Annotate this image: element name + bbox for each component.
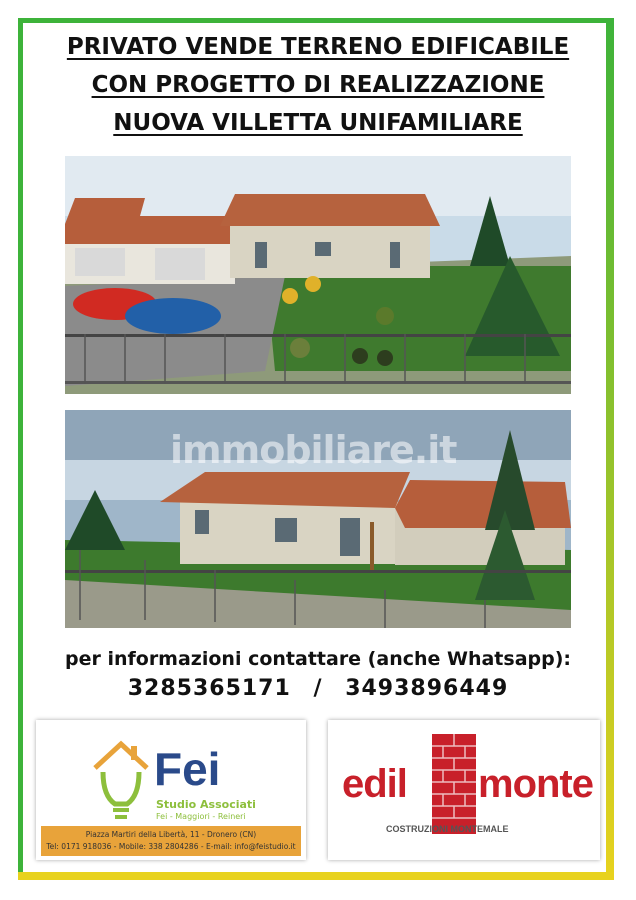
edil-monte-logo	[328, 720, 600, 860]
phone-separator: /	[313, 676, 323, 701]
headline-line-1: PRIVATO VENDE TERRENO EDIFICABILE	[66, 34, 570, 60]
page-border-right	[606, 18, 614, 880]
fei-name: Fei	[154, 743, 221, 795]
watermark: immobiliare.it	[170, 428, 457, 472]
fei-address: Piazza Martiri della Libertà, 11 - Dronero (CN)	[85, 830, 257, 839]
phone-2[interactable]: 3493896449	[345, 676, 509, 701]
edil-tagline: COSTRUZIONI MONTEMALE	[386, 824, 509, 834]
fei-studio-logo	[36, 720, 306, 860]
phone-numbers	[30, 676, 606, 701]
monte-text: monte	[478, 762, 593, 806]
fei-subtitle: Studio Associati	[156, 798, 256, 811]
edil-text: edil	[342, 762, 407, 806]
house-render-front	[65, 156, 571, 394]
contact-line: per informazioni contattare (anche Whatsapp):	[64, 648, 572, 670]
fei-contact-band	[41, 826, 301, 856]
phone-1[interactable]: 3285365171	[127, 676, 291, 701]
house-bulb-icon	[91, 738, 151, 824]
fei-contacts: Tel: 0171 918036 - Mobile: 338 2804286 - E-mail: info@feistudio.it	[46, 842, 296, 851]
brick-tower-icon	[432, 734, 476, 834]
fei-partners: Fei - Maggiori - Reineri	[156, 812, 246, 821]
headline-line-3: NUOVA VILLETTA UNIFAMILIARE	[113, 110, 523, 136]
page-border-bottom	[18, 872, 614, 880]
headline-line-2: CON PROGETTO DI REALIZZAZIONE	[91, 72, 545, 98]
